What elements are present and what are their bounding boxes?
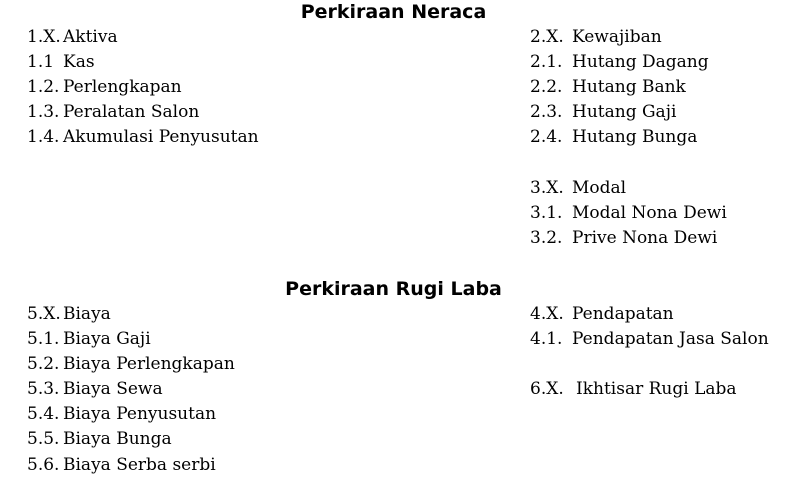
- account-name: Akumulasi Penyusutan: [63, 127, 259, 148]
- account-item: [27, 377, 235, 402]
- account-item: [530, 226, 727, 251]
- account-name: Kewajiban: [572, 27, 662, 47]
- account-item: [27, 75, 259, 100]
- account-code: 4.X.: [530, 304, 564, 324]
- account-code: 1.X.: [27, 27, 61, 47]
- rugi-laba-heading: Perkiraan Rugi Laba: [285, 278, 502, 300]
- account-code: 6.X.: [530, 379, 564, 399]
- account-code: 2.4.: [530, 127, 563, 148]
- account-item: [530, 201, 727, 226]
- account-code: 2.3.: [530, 102, 563, 123]
- account-name: Biaya: [63, 304, 111, 324]
- account-code: 1.3.: [27, 102, 60, 123]
- account-code: 1.2.: [27, 77, 60, 98]
- account-item: [27, 427, 235, 452]
- account-code: 3.2.: [530, 228, 563, 249]
- account-name: Perlengkapan: [63, 77, 182, 98]
- account-item: [530, 100, 709, 125]
- account-name: Pendapatan Jasa Salon: [572, 329, 769, 350]
- account-item: [530, 50, 709, 75]
- account-name: Biaya Sewa: [63, 379, 163, 400]
- account-code: 3.X.: [530, 178, 564, 198]
- account-name: Kas: [63, 52, 95, 73]
- account-name: Hutang Bunga: [572, 127, 698, 148]
- account-code: 5.X.: [27, 304, 61, 324]
- account-item: [27, 100, 259, 125]
- account-item: [530, 377, 737, 402]
- account-code: 2.X.: [530, 27, 564, 47]
- account-item: [530, 327, 769, 352]
- account-code: 5.3.: [27, 379, 60, 400]
- account-item: [530, 302, 769, 327]
- account-item: [530, 125, 709, 150]
- account-name: Pendapatan: [572, 304, 674, 324]
- account-item: [530, 25, 709, 50]
- account-code: 5.6.: [27, 454, 60, 475]
- account-name: Hutang Dagang: [572, 52, 709, 73]
- account-item: [530, 176, 727, 201]
- account-code: 5.4.: [27, 404, 60, 425]
- account-name: Hutang Gaji: [572, 102, 677, 123]
- account-name: Prive Nona Dewi: [572, 228, 718, 249]
- account-name: Aktiva: [63, 27, 118, 47]
- account-item: [27, 50, 259, 75]
- account-item: [27, 25, 259, 50]
- account-code: 5.2.: [27, 354, 60, 375]
- account-code: 5.1.: [27, 329, 60, 350]
- account-item: [27, 402, 235, 427]
- account-name: Biaya Perlengkapan: [63, 354, 235, 375]
- account-item: [530, 75, 709, 100]
- account-item: [27, 352, 235, 377]
- account-code: 3.1.: [530, 203, 563, 224]
- account-name: Ikhtisar Rugi Laba: [576, 379, 737, 399]
- neraca-heading: Perkiraan Neraca: [300, 1, 487, 23]
- account-name: Biaya Penyusutan: [63, 404, 217, 425]
- kewajiban-list: [530, 25, 709, 150]
- account-item: [27, 453, 235, 478]
- modal-list: [530, 176, 727, 251]
- account-item: [27, 302, 235, 327]
- account-name: Biaya Gaji: [63, 329, 151, 350]
- account-code: 1.4.: [27, 127, 60, 148]
- ikhtisar-list: [530, 377, 737, 402]
- account-name: Modal: [572, 178, 627, 198]
- account-name: Biaya Bunga: [63, 429, 172, 450]
- aktiva-list: [27, 25, 259, 150]
- account-name: Hutang Bank: [572, 77, 686, 98]
- account-item: [27, 125, 259, 150]
- account-code: 1.1: [27, 52, 55, 73]
- account-item: [27, 327, 235, 352]
- account-name: Peralatan Salon: [63, 102, 200, 123]
- account-code: 5.5.: [27, 429, 60, 450]
- account-code: 4.1.: [530, 329, 563, 350]
- account-code: 2.1.: [530, 52, 563, 73]
- pendapatan-list: [530, 302, 769, 352]
- account-name: Modal Nona Dewi: [572, 203, 727, 224]
- biaya-list: [27, 302, 235, 478]
- account-code: 2.2.: [530, 77, 563, 98]
- account-name: Biaya Serba serbi: [63, 454, 216, 475]
